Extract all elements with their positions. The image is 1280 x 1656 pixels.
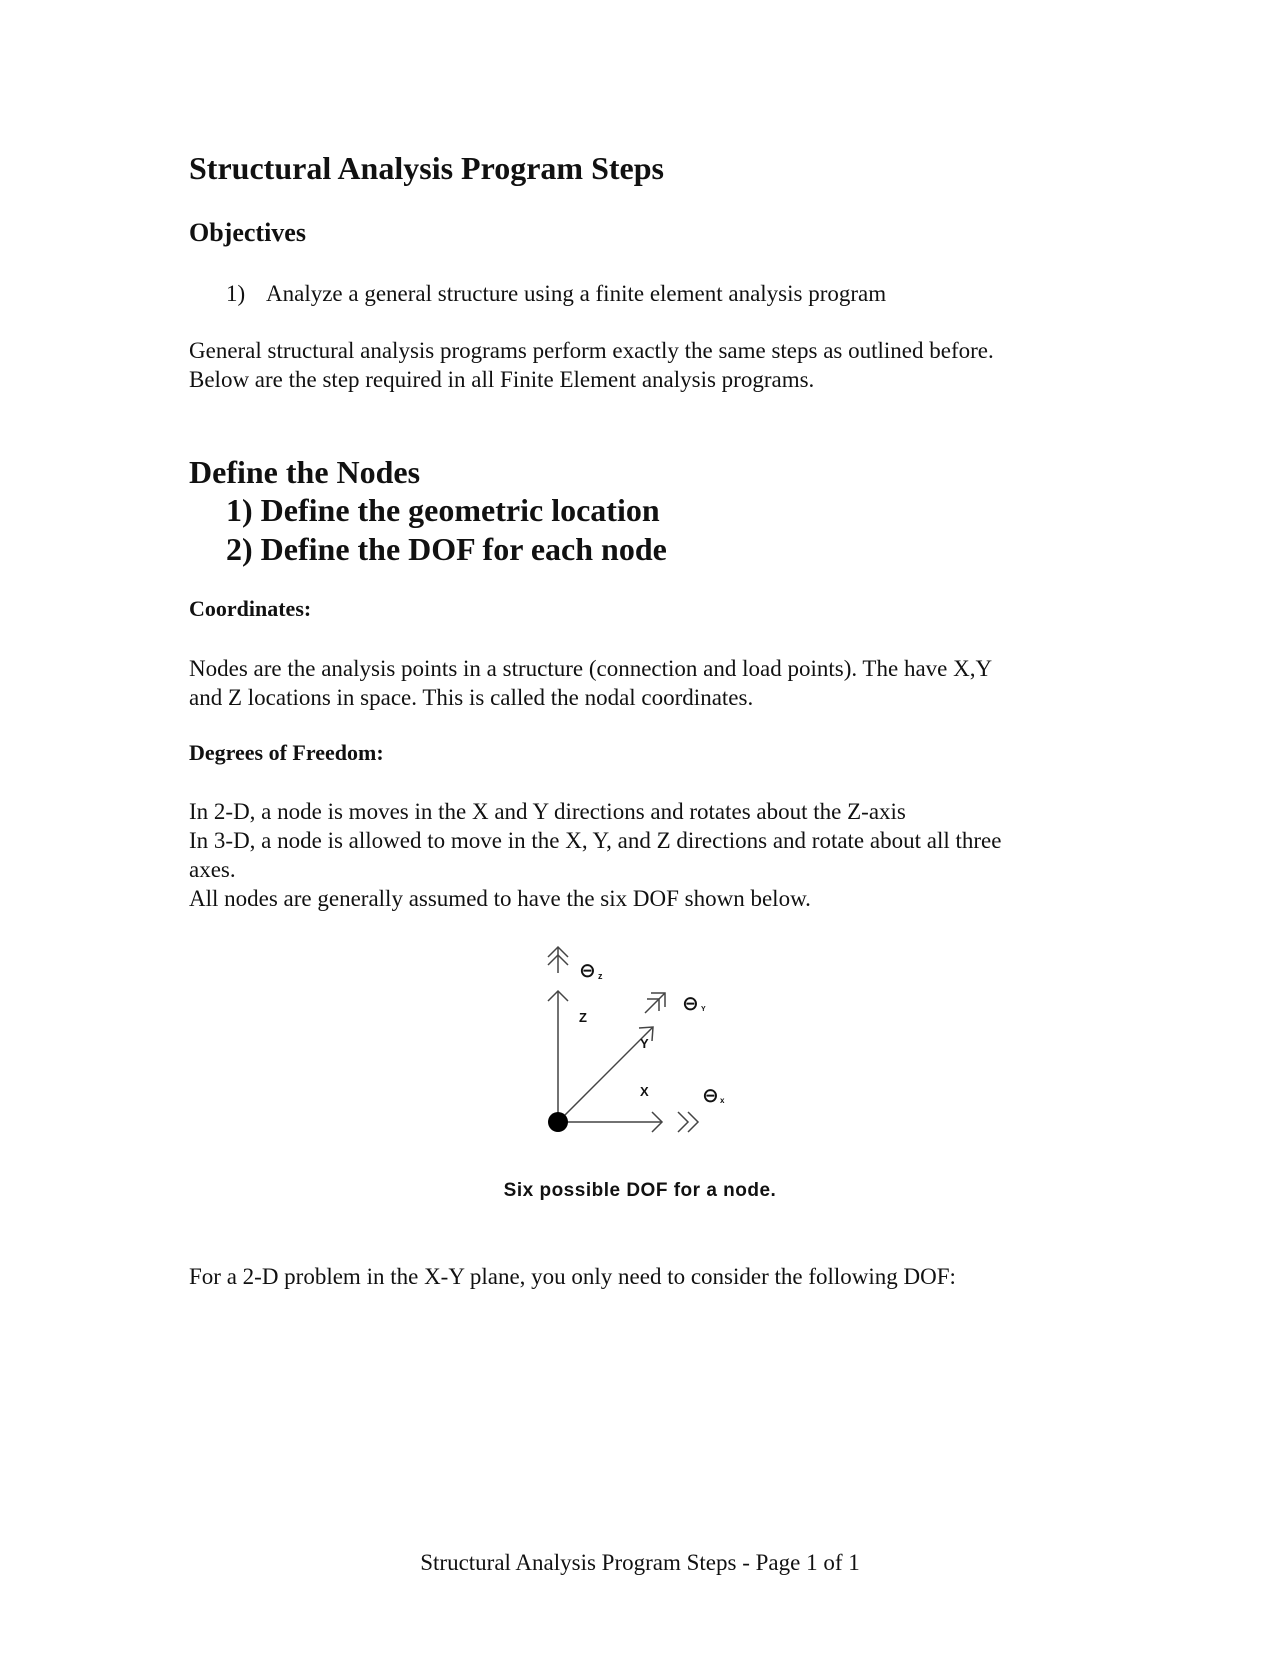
x-axis-label: X bbox=[640, 1084, 649, 1099]
y-axis-label: Y bbox=[640, 1036, 649, 1051]
dof-heading: Degrees of Freedom: bbox=[189, 740, 384, 765]
x-axis-arrow bbox=[558, 1112, 662, 1132]
objectives-heading: Objectives bbox=[189, 218, 306, 247]
section-heading: Define the Nodes bbox=[189, 454, 421, 490]
y-rotation-double-arrow-icon bbox=[645, 993, 665, 1013]
closing-line: For a 2-D problem in the X-Y plane, you only need to consider the following DOF: bbox=[189, 1264, 956, 1289]
theta-z-subscript: z bbox=[598, 971, 603, 981]
dof-line-4: All nodes are generally assumed to have the six DOF shown below. bbox=[189, 886, 811, 911]
theta-z-symbol: ⊖ bbox=[579, 960, 596, 982]
theta-y-subscript: Y bbox=[701, 1006, 706, 1013]
page-footer: Structural Analysis Program Steps - Page 1 of 1 bbox=[420, 1550, 860, 1575]
theta-x-subscript: x bbox=[720, 1096, 725, 1105]
dof-diagram bbox=[520, 935, 780, 1155]
objective-number: 1) bbox=[226, 281, 246, 306]
section-step-2: 2) Define the DOF for each node bbox=[226, 531, 667, 567]
page-title: Structural Analysis Program Steps bbox=[189, 150, 664, 186]
objective-text: Analyze a general structure using a finite element analysis program bbox=[266, 281, 887, 306]
coordinates-heading: Coordinates: bbox=[189, 596, 312, 621]
section-step-1: 1) Define the geometric location bbox=[226, 492, 660, 528]
coordinates-line-2: and Z locations in space. This is called the nodal coordinates. bbox=[189, 685, 754, 710]
dof-line-1: In 2-D, a node is moves in the X and Y directions and rotates about the Z-axis bbox=[189, 799, 906, 824]
coordinates-line-1: Nodes are the analysis points in a structure (connection and load points). The have X,Y bbox=[189, 656, 993, 681]
objective-item bbox=[226, 281, 886, 307]
z-axis-arrow bbox=[548, 991, 568, 1122]
z-axis-label: Z bbox=[579, 1010, 587, 1025]
z-rotation-double-arrow-icon bbox=[548, 947, 568, 973]
y-axis-arrow bbox=[558, 1027, 653, 1122]
dof-line-3: axes. bbox=[189, 857, 236, 882]
x-rotation-double-arrow-icon bbox=[678, 1112, 698, 1132]
figure-caption: Six possible DOF for a node. bbox=[503, 1180, 777, 1201]
dof-line-2: In 3-D, a node is allowed to move in the X, Y, and Z directions and rotate about all three bbox=[189, 828, 1002, 853]
theta-y-symbol: ⊖ bbox=[682, 993, 699, 1015]
node-dot bbox=[548, 1112, 568, 1132]
intro-line-2: Below are the step required in all Finite Element analysis programs. bbox=[189, 367, 815, 392]
intro-line-1: General structural analysis programs perform exactly the same steps as outlined before. bbox=[189, 338, 994, 363]
theta-x-symbol: ⊖ bbox=[702, 1085, 719, 1107]
